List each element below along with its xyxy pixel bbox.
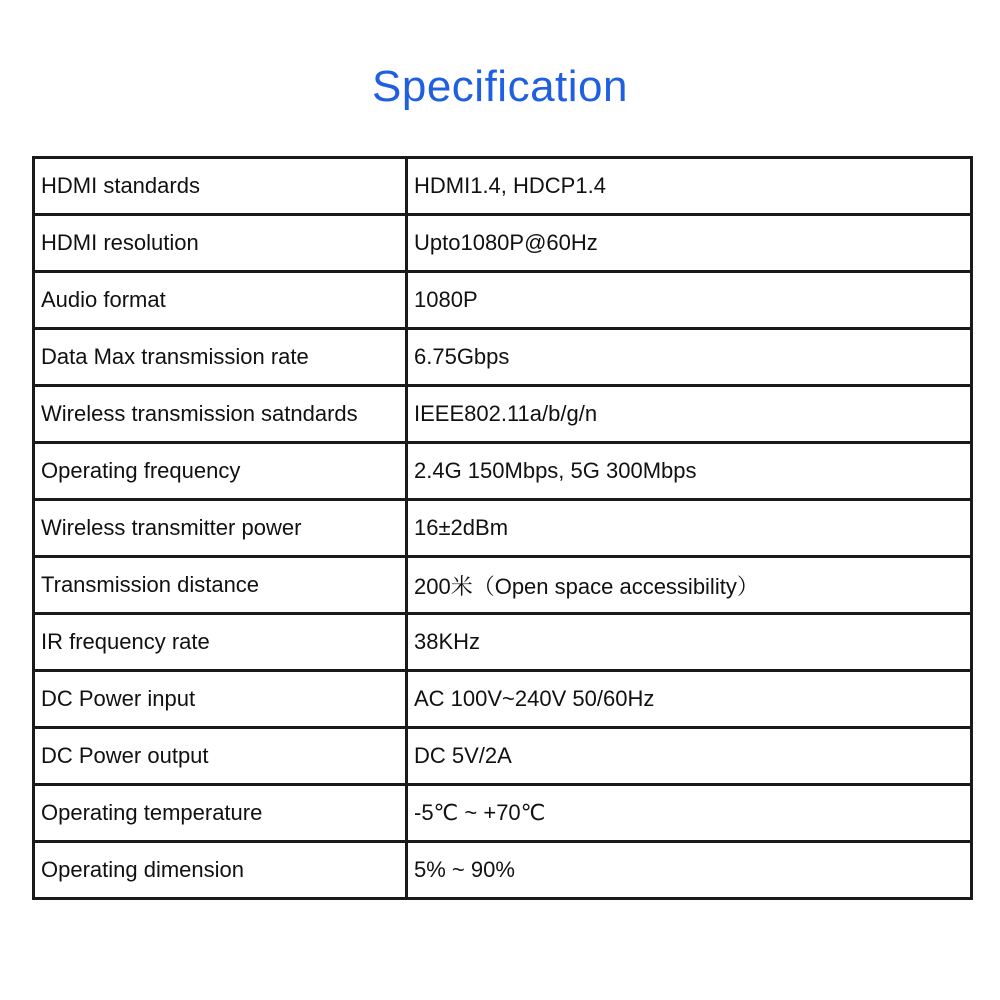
spec-label: Wireless transmitter power [34, 500, 407, 557]
spec-value: HDMI1.4, HDCP1.4 [407, 158, 972, 215]
spec-label: Wireless transmission satndards [34, 386, 407, 443]
spec-value: 6.75Gbps [407, 329, 972, 386]
table-row [34, 158, 972, 215]
spec-value: 38KHz [407, 614, 972, 671]
spec-value: DC 5V/2A [407, 728, 972, 785]
spec-label: Operating frequency [34, 443, 407, 500]
spec-value: 16±2dBm [407, 500, 972, 557]
spec-label: Operating dimension [34, 842, 407, 899]
spec-label: DC Power input [34, 671, 407, 728]
table-row [34, 329, 972, 386]
spec-value: AC 100V~240V 50/60Hz [407, 671, 972, 728]
table-row [34, 272, 972, 329]
spec-label: IR frequency rate [34, 614, 407, 671]
table-row [34, 386, 972, 443]
table-row [34, 728, 972, 785]
spec-value: -5℃ ~ +70℃ [407, 785, 972, 842]
table-row [34, 842, 972, 899]
table-row [34, 500, 972, 557]
table-row [34, 671, 972, 728]
table-row [34, 614, 972, 671]
spec-value: IEEE802.11a/b/g/n [407, 386, 972, 443]
spec-value: Upto1080P@60Hz [407, 215, 972, 272]
spec-label: Transmission distance [34, 557, 407, 614]
page-title: Specification [372, 62, 628, 111]
spec-label: HDMI standards [34, 158, 407, 215]
spec-value: 2.4G 150Mbps, 5G 300Mbps [407, 443, 972, 500]
table-row [34, 215, 972, 272]
spec-value: 1080P [407, 272, 972, 329]
table-row [34, 785, 972, 842]
spec-label: Audio format [34, 272, 407, 329]
spec-value: 5% ~ 90% [407, 842, 972, 899]
spec-label: HDMI resolution [34, 215, 407, 272]
spec-value: 200米（Open space accessibility） [407, 557, 972, 614]
specification-table [32, 156, 973, 900]
table-row [34, 443, 972, 500]
table-row [34, 557, 972, 614]
spec-label: DC Power output [34, 728, 407, 785]
spec-label: Data Max transmission rate [34, 329, 407, 386]
spec-label: Operating temperature [34, 785, 407, 842]
